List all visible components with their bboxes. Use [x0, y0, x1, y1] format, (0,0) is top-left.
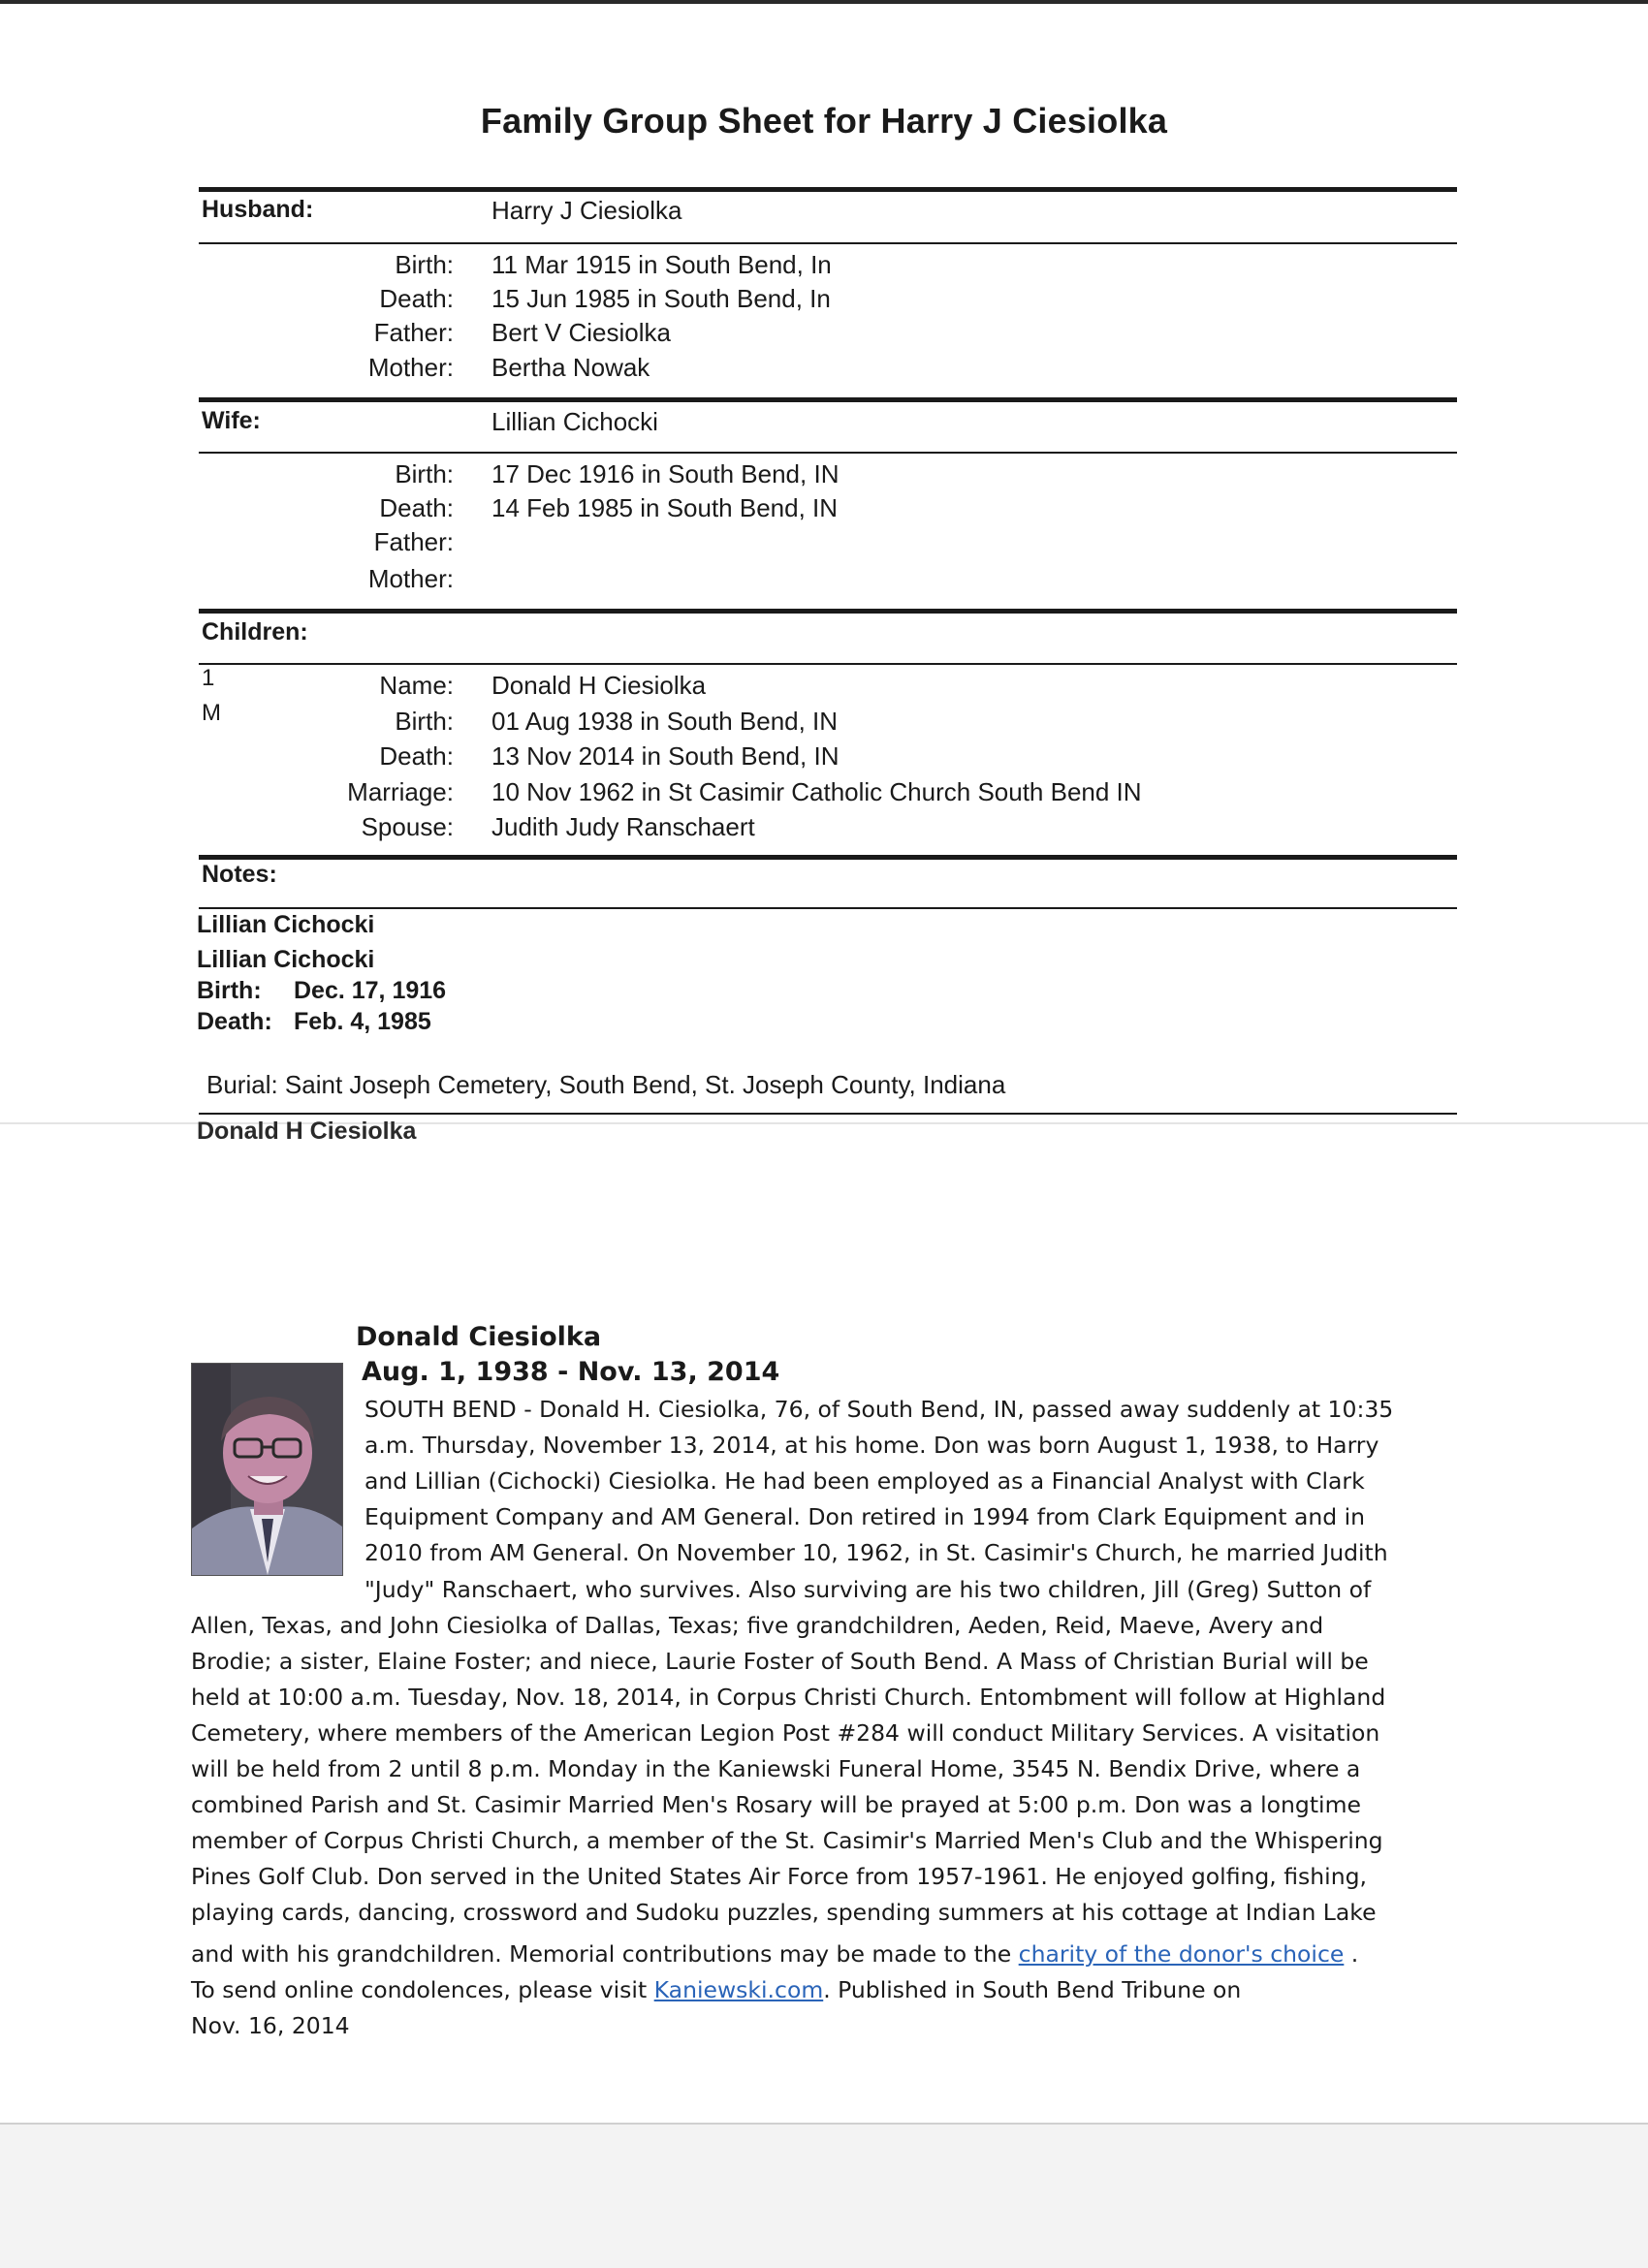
- child-marriage-value: 10 Nov 1962 in St Casimir Catholic Church South Bend IN: [491, 777, 1142, 806]
- obituary-line: SOUTH BEND - Donald H. Ciesiolka, 76, of South Bend, IN, passed away suddenly at 10:35: [364, 1396, 1394, 1423]
- section-rule-thin: [199, 452, 1457, 454]
- children-label: Children:: [202, 618, 308, 646]
- husband-father-label: Father:: [373, 318, 454, 347]
- husband-birth-value: 11 Mar 1915 in South Bend, In: [491, 250, 832, 279]
- obituary-line: Equipment Company and AM General. Don retired in 1994 from Clark Equipment and in: [364, 1503, 1366, 1530]
- wife-death-label: Death:: [379, 493, 454, 522]
- kaniewski-link[interactable]: Kaniewski.com: [653, 1976, 824, 2003]
- donor-charity-link[interactable]: charity of the donor's choice: [1018, 1940, 1345, 1968]
- burial-line: Burial: Saint Joseph Cemetery, South Bend, St. Joseph County, Indiana: [206, 1070, 1006, 1099]
- section-rule-thin: [199, 663, 1457, 665]
- obituary-line: Pines Golf Club. Don served in the United States Air Force from 1957-1961. He enjoyed golfing, fishing,: [191, 1863, 1367, 1890]
- note-birth-value: Dec. 17, 1916: [294, 977, 447, 1004]
- notes-label: Notes:: [202, 861, 277, 888]
- note-death: [197, 1008, 431, 1036]
- note-death-value: Feb. 4, 1985: [294, 1008, 431, 1035]
- child-birth-label: Birth:: [395, 707, 454, 736]
- husband-name: Harry J Ciesiolka: [491, 196, 682, 225]
- child-name-label: Name:: [379, 671, 454, 700]
- note-birth-label: Birth:: [197, 977, 262, 1004]
- note-death-label: Death:: [197, 1008, 272, 1035]
- child-death-label: Death:: [379, 741, 454, 771]
- page-title: Family Group Sheet for Harry J Ciesiolka: [480, 101, 1168, 141]
- obituary-line: 2010 from AM General. On November 10, 1962, in St. Casimir's Church, he married Judith: [364, 1539, 1388, 1566]
- obituary-line: held at 10:00 a.m. Tuesday, Nov. 18, 2014, in Corpus Christi Church. Entombment will follow at Highland: [191, 1684, 1386, 1711]
- obituary-name: Donald Ciesiolka: [356, 1322, 602, 1352]
- child-spouse-value: Judith Judy Ranschaert: [491, 812, 755, 841]
- obituary-line: [191, 1976, 1241, 2003]
- wife-label: Wife:: [202, 407, 261, 434]
- section-rule: [199, 609, 1457, 614]
- section-rule-thin: [199, 242, 1457, 244]
- husband-father-value: Bert V Ciesiolka: [491, 318, 671, 347]
- obituary-line: combined Parish and St. Casimir Married Men's Rosary will be prayed at 5:00 p.m. Don was a longtime: [191, 1791, 1361, 1818]
- section-rule: [199, 187, 1457, 192]
- wife-mother-label: Mother:: [367, 564, 454, 593]
- obituary-line: playing cards, dancing, crossword and Sudoku puzzles, spending summers at his cottage at Indian Lake: [191, 1899, 1377, 1926]
- section-rule: [199, 397, 1457, 402]
- wife-father-label: Father:: [373, 527, 454, 556]
- husband-mother-value: Bertha Nowak: [491, 353, 650, 382]
- child-spouse-label: Spouse:: [361, 812, 454, 841]
- cutoff-heading: Donald H Ciesiolka: [197, 1118, 417, 1145]
- section-rule-thin: [199, 907, 1457, 909]
- child-name-value: Donald H Ciesiolka: [491, 671, 707, 700]
- condolence-text: To send online condolences, please visit: [191, 1976, 648, 2003]
- obituary-line: Brodie; a sister, Elaine Foster; and niece, Laurie Foster of South Bend. A Mass of Christian Burial will be: [191, 1648, 1369, 1675]
- obituary-line: [191, 1940, 1358, 1968]
- note-heading: Lillian Cichocki: [197, 911, 375, 938]
- obituary-line: member of Corpus Christi Church, a member of the St. Casimir's Married Men's Club and the Whispering: [191, 1827, 1383, 1854]
- wife-death-value: 14 Feb 1985 in South Bend, IN: [491, 493, 839, 522]
- portrait-photo: [191, 1363, 343, 1576]
- obituary-line: will be held from 2 until 8 p.m. Monday in the Kaniewski Funeral Home, 3545 N. Bendix Drive, where a: [191, 1755, 1361, 1782]
- wife-name: Lillian Cichocki: [491, 407, 658, 436]
- husband-death-value: 15 Jun 1985 in South Bend, In: [491, 284, 831, 313]
- memorial-suffix: .: [1344, 1940, 1359, 1968]
- wife-birth-label: Birth:: [395, 459, 454, 488]
- note-subheading: Lillian Cichocki: [197, 946, 375, 973]
- obituary-line: a.m. Thursday, November 13, 2014, at his home. Don was born August 1, 1938, to Harry: [364, 1432, 1379, 1459]
- child-death-value: 13 Nov 2014 in South Bend, IN: [491, 741, 840, 771]
- scan-edge: [0, 0, 1648, 4]
- memorial-text: and with his grandchildren. Memorial contributions may be made to the: [191, 1940, 1012, 1968]
- child-sex: M: [202, 700, 221, 726]
- obituary-line: "Judy" Ranschaert, who survives. Also surviving are his two children, Jill (Greg) Sutton of: [364, 1576, 1372, 1603]
- section-rule: [199, 855, 1457, 860]
- obituary-line: Allen, Texas, and John Ciesiolka of Dallas, Texas; five grandchildren, Aeden, Reid, Maeve, Avery and: [191, 1612, 1324, 1639]
- obituary-line: and Lillian (Cichocki) Ciesiolka. He had been employed as a Financial Analyst with Clark: [364, 1467, 1365, 1495]
- child-number: 1: [202, 665, 215, 691]
- scan-bottom-edge: [0, 2123, 1648, 2268]
- child-birth-value: 01 Aug 1938 in South Bend, IN: [491, 707, 839, 736]
- obituary-dates: Aug. 1, 1938 - Nov. 13, 2014: [362, 1357, 780, 1387]
- wife-birth-value: 17 Dec 1916 in South Bend, IN: [491, 459, 840, 488]
- portrait-image: [192, 1364, 342, 1575]
- published-date: Nov. 16, 2014: [191, 2012, 350, 2039]
- husband-death-label: Death:: [379, 284, 454, 313]
- obituary-line: Cemetery, where members of the American Legion Post #284 will conduct Military Services. A visitation: [191, 1719, 1380, 1747]
- husband-mother-label: Mother:: [367, 353, 454, 382]
- child-marriage-label: Marriage:: [347, 777, 454, 806]
- note-birth: [197, 977, 446, 1005]
- husband-birth-label: Birth:: [395, 250, 454, 279]
- notes-rule: [199, 1113, 1457, 1115]
- published-text: . Published in South Bend Tribune on: [823, 1976, 1242, 2003]
- husband-label: Husband:: [202, 196, 314, 223]
